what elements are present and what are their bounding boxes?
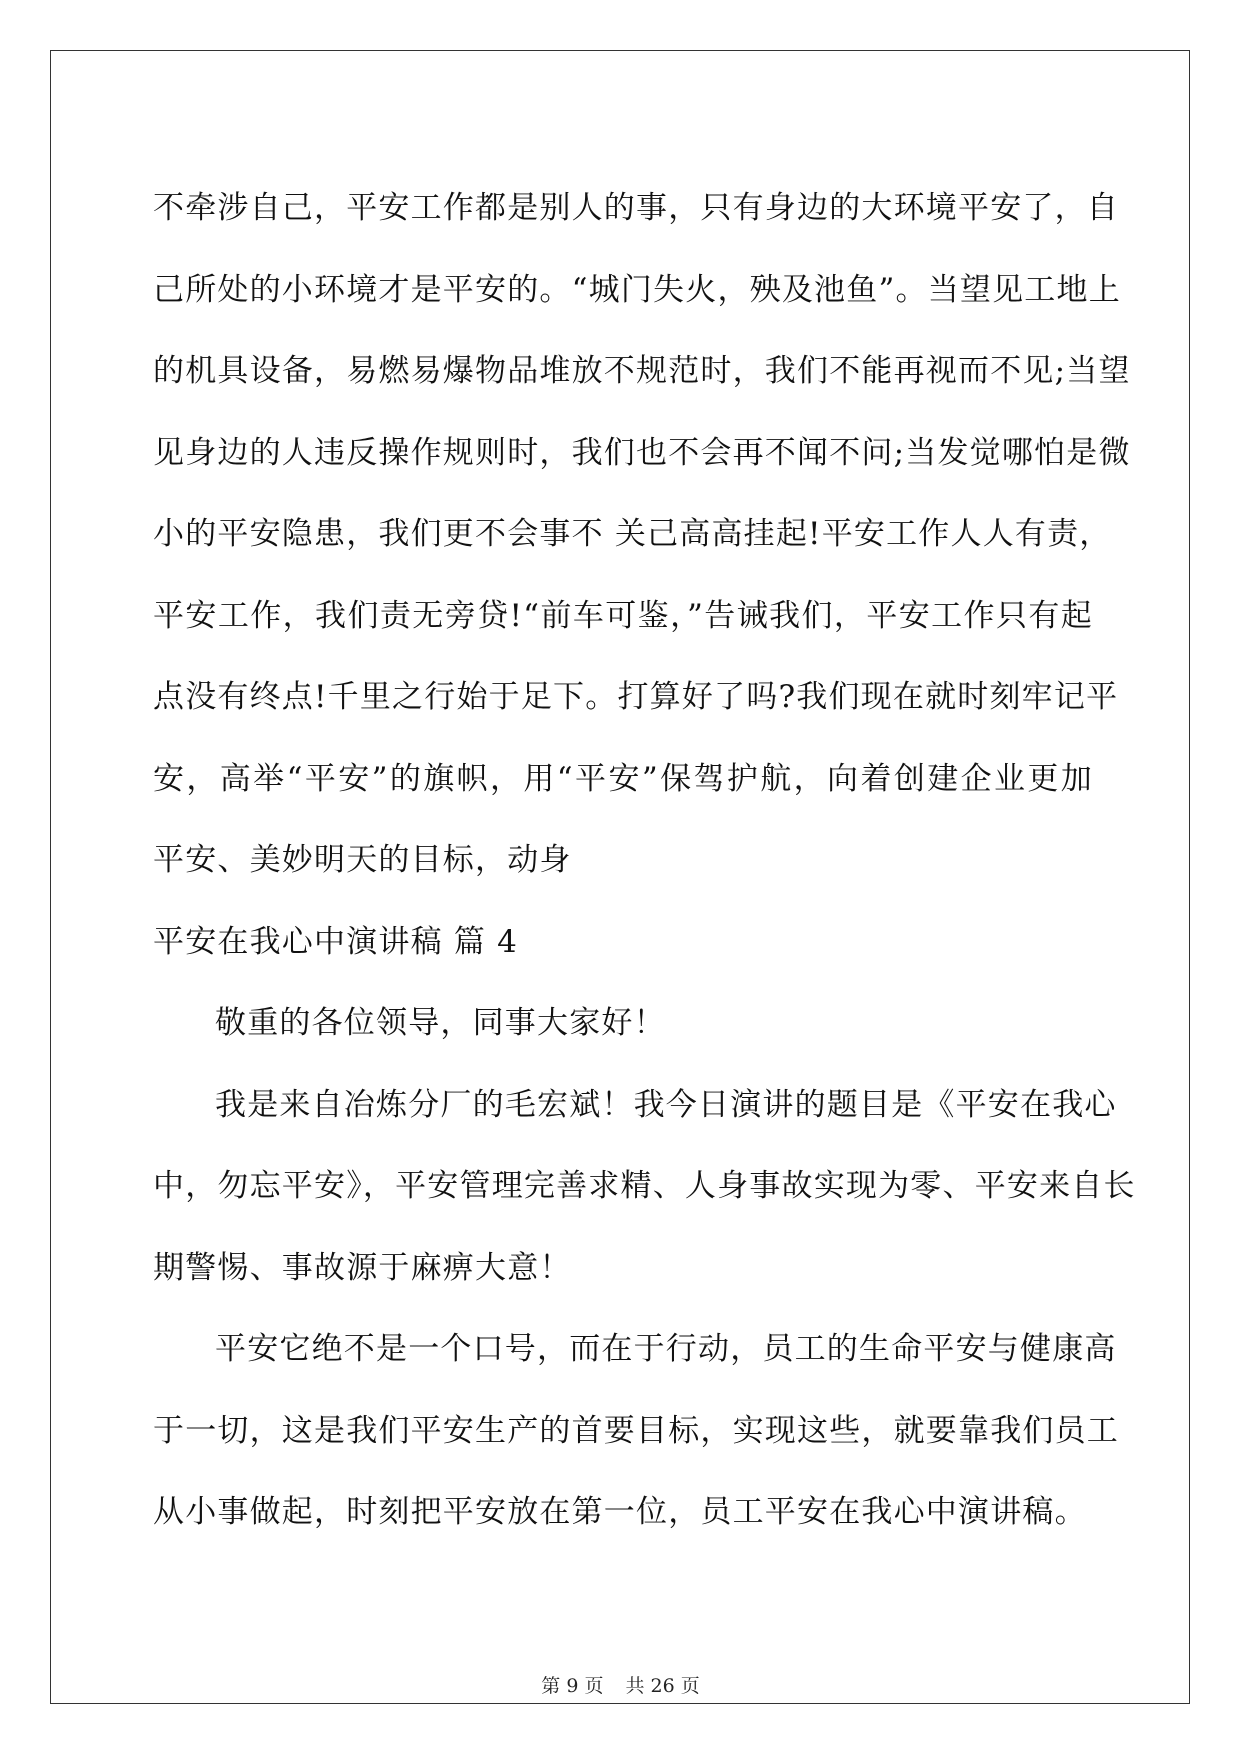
body-line: 己所处的小环境才是平安的。“城门失火，殃及池鱼”。当望见工地上 — [153, 271, 1121, 308]
section-title: 平安在我心中演讲稿 篇 4 — [153, 923, 519, 960]
body-line: 平安、美妙明天的目标，动身 — [153, 842, 572, 878]
body-line: 于一切，这是我们平安生产的首要目标，实现这些，就要靠我们员工 — [153, 1412, 1119, 1449]
document-body — [153, 168, 1136, 1554]
body-line: 小的平安隐患，我们更不会事不 关己高高挂起!平安工作人人有责， — [153, 516, 1112, 552]
greeting-line: 敬重的各位领导，同事大家好！ — [215, 1005, 666, 1041]
body-line: 平安工作，我们责无旁贷!“前车可鉴，”告诫我们，平安工作只有起 — [153, 597, 1093, 634]
body-line: 期警惕、事故源于麻痹大意！ — [153, 1249, 572, 1286]
body-line: 的机具设备，易燃易爆物品堆放不规范时，我们不能再视而不见;当望 — [153, 353, 1131, 389]
page-footer — [0, 1674, 1241, 1698]
page-total: 共 26 页 — [625, 1675, 700, 1697]
body-line: 平安它绝不是一个口号，而在于行动，员工的生命平安与健康高 — [215, 1331, 1117, 1367]
body-line: 点没有终点!千里之行始于足下。打算好了吗?我们现在就时刻牢记平 — [153, 679, 1119, 715]
body-line: 安，高举“平安”的旗帜，用“平安”保驾护航，向着创建企业更加 — [153, 760, 1093, 797]
body-line: 不牵涉自己，平安工作都是别人的事，只有身边的大环境平安了，自 — [153, 190, 1119, 226]
page-number: 第 9 页 — [541, 1675, 604, 1697]
body-line: 我是来自冶炼分厂的毛宏斌！我今日演讲的题目是《平安在我心 — [215, 1086, 1117, 1123]
body-line: 从小事做起，时刻把平安放在第一位，员工平安在我心中演讲稿。 — [153, 1494, 1087, 1530]
body-line: 中，勿忘平安》，平安管理完善求精、人身事故实现为零、平安来自长 — [153, 1168, 1136, 1204]
body-line: 见身边的人违反操作规则时，我们也不会再不闻不问;当发觉哪怕是微 — [153, 434, 1131, 471]
